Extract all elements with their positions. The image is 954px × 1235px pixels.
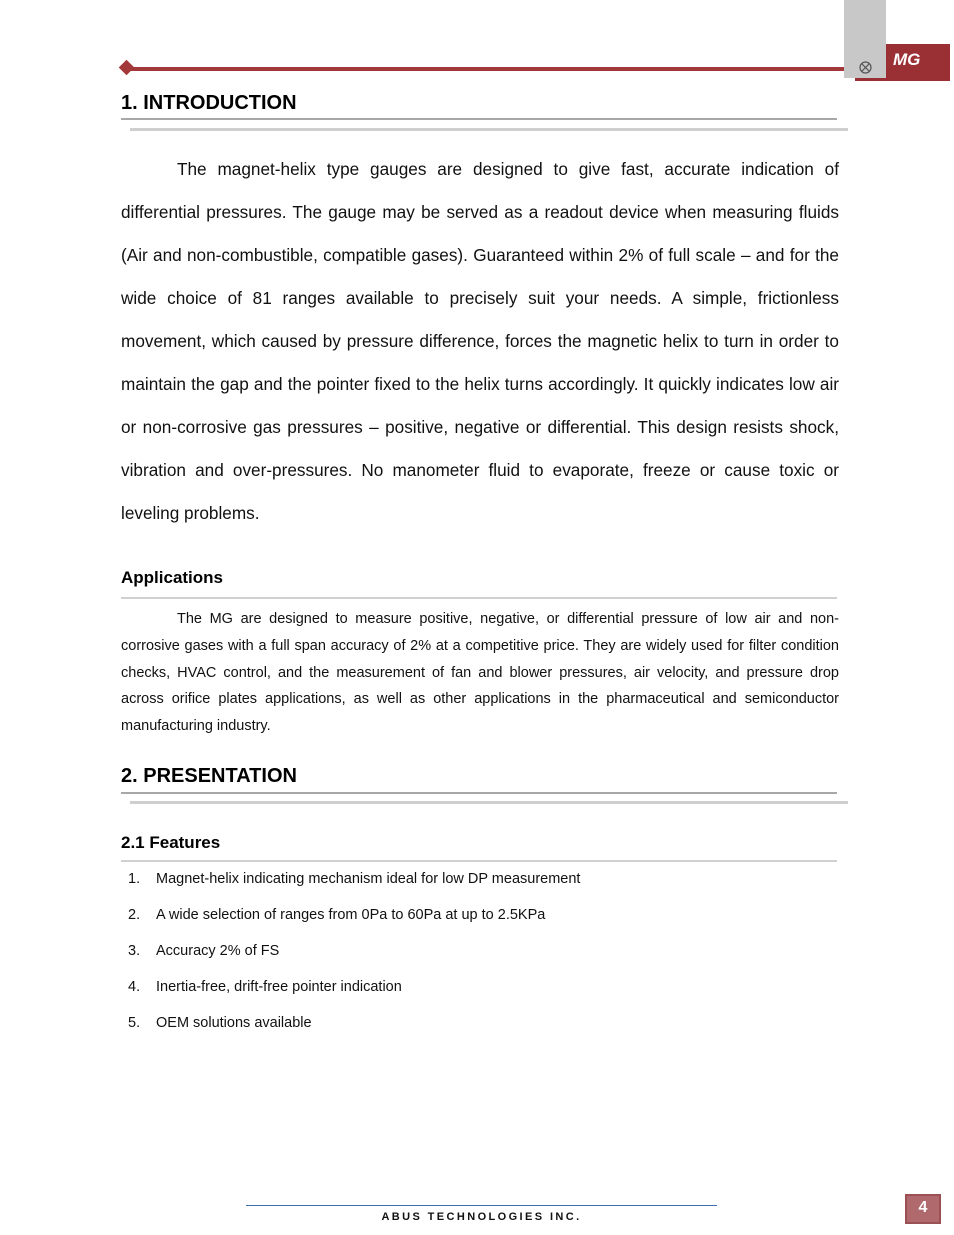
list-item: 1. Magnet-helix indicating mechanism ideal for low DP measurement xyxy=(128,871,581,887)
introduction-paragraph xyxy=(121,148,839,535)
header-rule xyxy=(128,67,844,71)
features-list xyxy=(128,871,580,1051)
applications-text: The MG are designed to measure positive, negative, or differential pressure of low air and non-corrosive gases with a full span accuracy of 2% at a competitive price. They are widely used for filter condition checks, HVAC control, and the measurement of fan and blower pressures, air velocity, and pressure drop across orifice plates applications, as well as other applications in the pharmaceutical and semiconductor manufacturing industry. xyxy=(121,611,839,735)
header-product-label: MG xyxy=(893,50,921,69)
footer-company-name: ABUS TECHNOLOGIES INC. xyxy=(381,1211,582,1223)
section-presentation-rule xyxy=(121,792,837,794)
features-title: 2.1 Features xyxy=(121,833,221,852)
features-rule xyxy=(121,860,837,862)
header-red-underline xyxy=(855,78,950,81)
applications-title: Applications xyxy=(121,568,224,587)
section-presentation-title: 2. PRESENTATION xyxy=(121,765,297,787)
list-item: 5. OEM solutions available xyxy=(128,1015,312,1031)
list-item: 2. A wide selection of ranges from 0Pa to 60Pa at up to 2.5KPa xyxy=(128,907,546,923)
list-item: 4. Inertia-free, drift-free pointer indication xyxy=(128,979,402,995)
crosshair-circle-icon xyxy=(859,61,872,74)
section-introduction-rule-shadow xyxy=(130,128,848,131)
section-presentation-rule-shadow xyxy=(130,801,848,804)
applications-rule xyxy=(121,597,837,599)
applications-paragraph xyxy=(121,606,839,740)
list-item: 3. Accuracy 2% of FS xyxy=(128,943,280,959)
section-introduction-rule xyxy=(121,118,837,120)
page-number: 4 xyxy=(918,1199,928,1216)
section-introduction-title: 1. INTRODUCTION xyxy=(121,92,297,114)
header-diamond xyxy=(119,60,135,76)
footer-rule xyxy=(246,1205,717,1206)
introduction-text: The magnet-helix type gauges are designed to give fast, accurate indication of differential pressures. The gauge may be served as a readout device when measuring fluids (Air and non-combustible, compatible gases). Guaranteed within 2% of full scale – and for the wide choice of 81 ranges available to precisely suit your needs. A simple, frictionless movement, which caused by pressure difference, forces the magnetic helix to turn in order to maintain the gap and the pointer fixed to the helix turns accordingly. It quickly indicates low air or non-corrosive gas pressures – positive, negative or differential. This design resists shock, vibration and over-pressures. No manometer fluid to evaporate, freeze or cause toxic or leveling problems. xyxy=(121,159,839,523)
